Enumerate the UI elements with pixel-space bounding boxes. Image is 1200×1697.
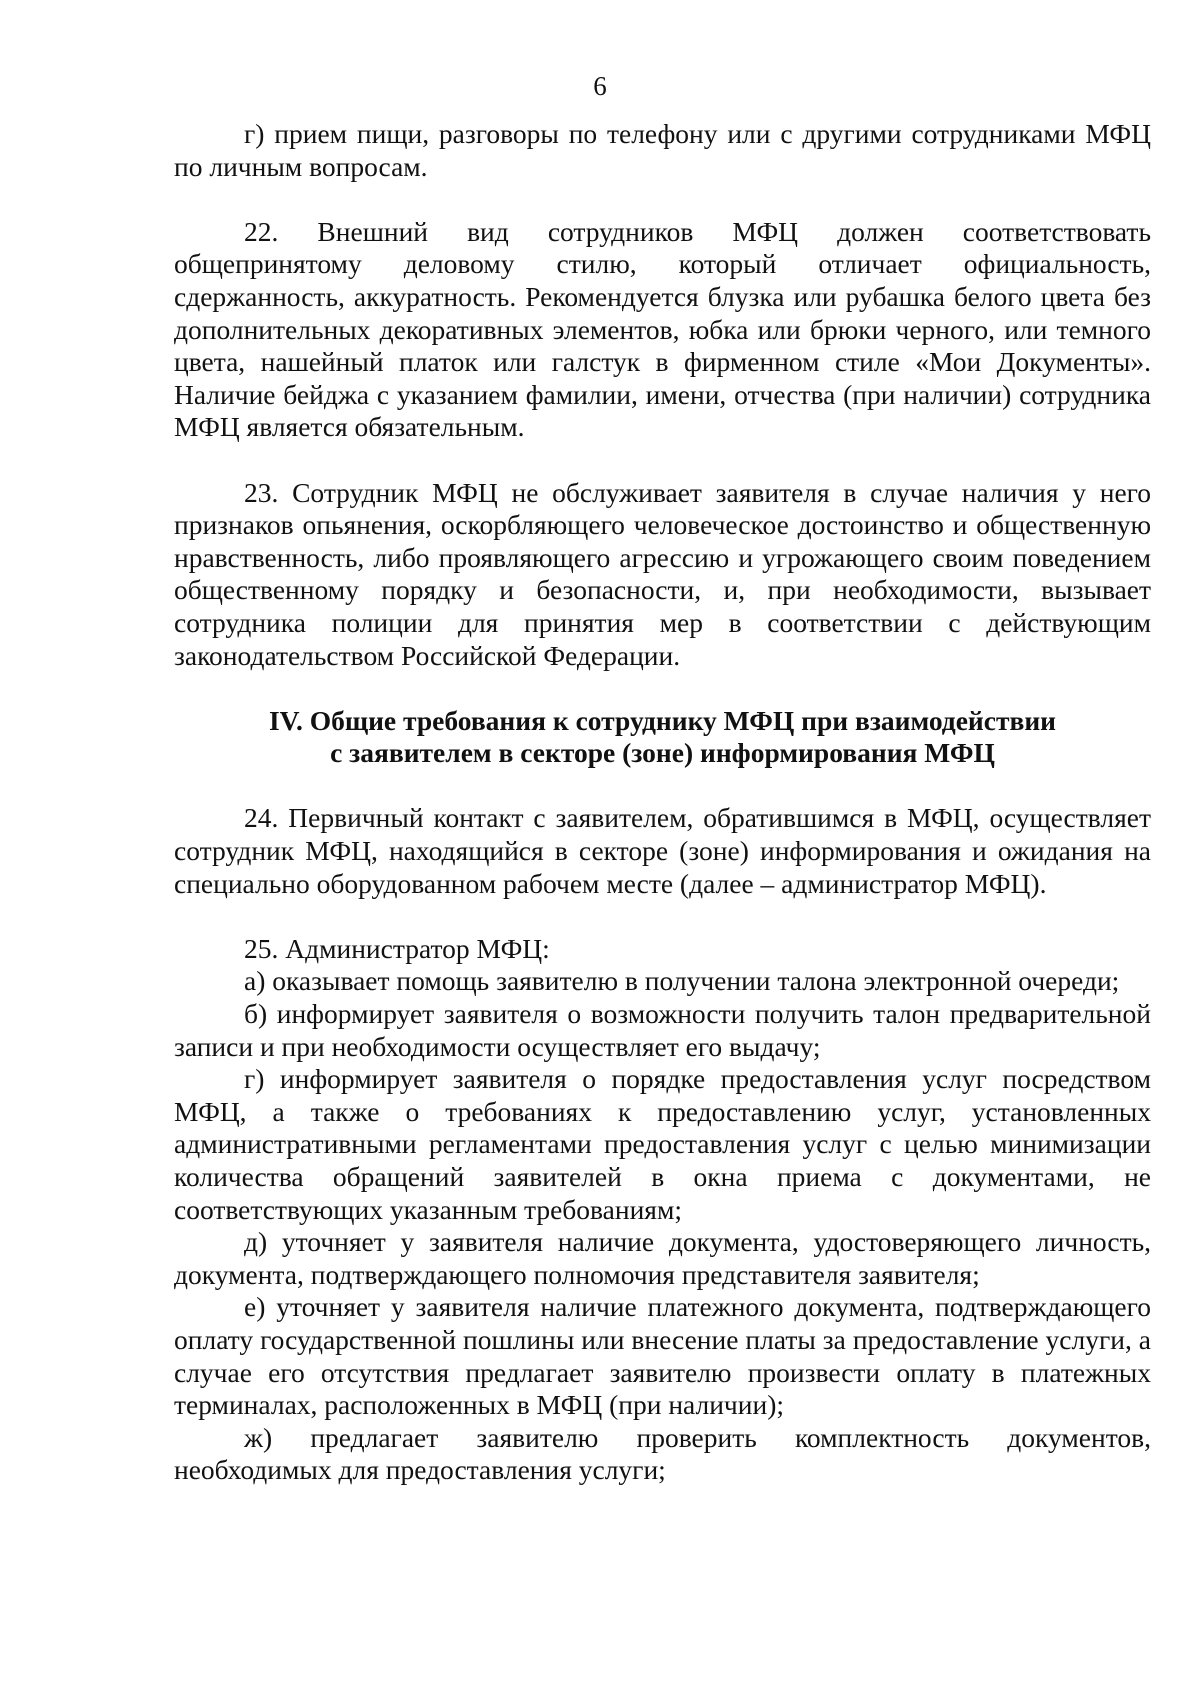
page-number: 6 — [593, 71, 607, 101]
section-heading — [174, 705, 1151, 770]
paragraph-25g: г) информирует заявителя о порядке предоставления услуг посредством МФЦ, а также о требованиях к предоставлению услуг, установленных административными регламентами предоставления услуг с целью минимизации количества обращений заявителей в окна приема с документами, не соответствующих указанным требованиям; — [174, 1063, 1151, 1225]
paragraph-25d: д) уточняет у заявителя наличие документа, удостоверяющего личность, документа, подтверждающего полномочия представителя заявителя; — [174, 1226, 1151, 1290]
paragraph-21g: г) прием пищи, разговоры по телефону или с другими сотрудниками МФЦ по личным вопросам. — [174, 118, 1151, 182]
paragraph-25b: б) информирует заявителя о возможности получить талон предварительной записи и при необходимости осуществляет его выдачу; — [174, 998, 1151, 1062]
section-heading-line-2: с заявителем в секторе (зоне) информирования МФЦ — [330, 737, 995, 769]
paragraph-25a: а) оказывает помощь заявителю в получении талона электронной очереди; — [244, 965, 1120, 997]
paragraph-24: 24. Первичный контакт с заявителем, обратившимся в МФЦ, осуществляет сотрудник МФЦ, находящийся в секторе (зоне) информирования и ожидания на специально оборудованном рабочем месте (далее – администратор МФЦ). — [174, 802, 1151, 899]
section-heading-line-1: IV. Общие требования к сотруднику МФЦ при взаимодействии — [268, 704, 1057, 736]
paragraph-22: 22. Внешний вид сотрудников МФЦ должен соответствовать общепринятому деловому стилю, который отличает официальность, сдержанность, аккуратность. Рекомендуется блузка или рубашка белого цвета без дополнительных декоративных элементов, юбка или брюки черного, или темного цвета, нашейный платок или галстук в фирменном стиле «Мои Документы». Наличие бейджа с указанием фамилии, имени, отчества (при наличии) сотрудника МФЦ является обязательным. — [174, 215, 1151, 443]
document-body — [174, 118, 1151, 1487]
paragraph-23: 23. Сотрудник МФЦ не обслуживает заявителя в случае наличия у него признаков опьянения, оскорбляющего человеческое достоинство и общественную нравственность, либо проявляющего агрессию и угрожающего своим поведением общественному порядку и безопасности, и, при необходимости, вызывает сотрудника полиции для принятия мер в соответствии с действующим законодательством Российской Федерации. — [174, 476, 1151, 671]
paragraph-25zh: ж) предлагает заявителю проверить комплектность документов, необходимых для предоставления услуги; — [174, 1421, 1151, 1486]
paragraph-25: 25. Администратор МФЦ: — [244, 932, 550, 964]
paragraph-25e: е) уточняет у заявителя наличие платежного документа, подтверждающего оплату государственной пошлины или внесение платы за предоставление услуги, а случае его отсутствия предлагает заявителю произвести оплату в платежных терминалах, расположенных в МФЦ (при наличии); — [174, 1291, 1151, 1421]
